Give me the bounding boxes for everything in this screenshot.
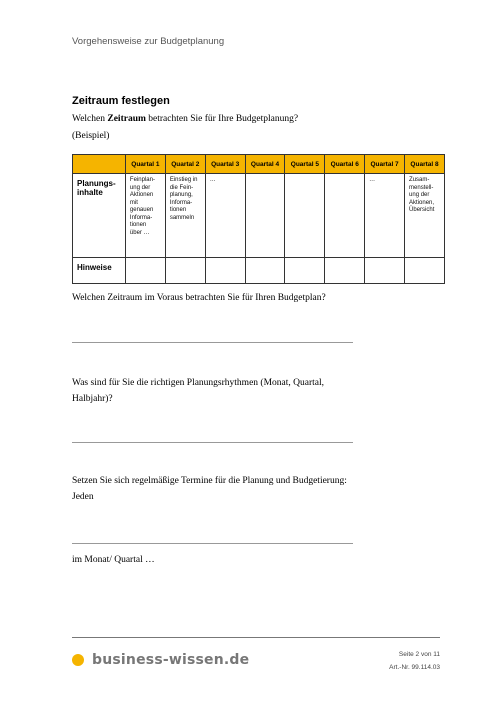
- answer-line[interactable]: [72, 342, 353, 343]
- question-period: [72, 110, 298, 129]
- cell-text-line: Aktionen,: [409, 199, 435, 206]
- cell-text-line: Einstieg in: [169, 177, 198, 183]
- cell-text-line: Informa-: [129, 214, 153, 221]
- cell-text-line: sammeln: [169, 214, 195, 221]
- table-cell: [325, 258, 365, 284]
- brand-logo: [72, 652, 249, 668]
- footer-divider: [72, 637, 440, 638]
- cell-text-line: …: [209, 177, 216, 183]
- table-cell: [205, 174, 245, 258]
- row-label-planning-content: [73, 174, 126, 258]
- table-corner-cell: [73, 155, 126, 174]
- table-cell: [165, 258, 205, 284]
- cell-text-line: tionen: [169, 207, 187, 213]
- cell-text-line: …: [369, 177, 376, 183]
- table-cell: [285, 258, 325, 284]
- question-rhythm-line2: Halbjahr)?: [72, 394, 113, 404]
- quarter-header: Quartal 4: [245, 155, 285, 174]
- table-row-hints: [73, 258, 445, 284]
- table-cell: [285, 174, 325, 258]
- table-cell: [325, 174, 365, 258]
- quarter-header: Quartal 8: [405, 155, 445, 174]
- table-cell: [205, 258, 245, 284]
- table-cell: [365, 258, 405, 284]
- table-cell: [125, 258, 165, 284]
- question-advance-period: Welchen Zeitraum im Voraus betrachten Sie für Ihren Budgetplan?: [72, 293, 326, 303]
- table-row-planning-content: [73, 174, 445, 258]
- document-header: Vorgehensweise zur Budgetplanung: [72, 36, 225, 47]
- table-cell: [165, 174, 205, 258]
- table-header-row: [73, 155, 445, 174]
- cell-text-line: ung der: [409, 192, 430, 198]
- cell-text-line: menstell-: [409, 184, 434, 191]
- row-label-line: inhalte: [77, 188, 103, 197]
- question-dates-line1: Setzen Sie sich regelmäßige Termine für die Planung und Budgetierung:: [72, 476, 347, 486]
- question-text: Welchen: [72, 114, 108, 124]
- question-emphasis: Zeitraum: [107, 114, 146, 124]
- quarter-header: Quartal 1: [125, 155, 165, 174]
- article-number: Art.-Nr. 99.114.03: [389, 664, 440, 671]
- page-info: [389, 648, 440, 674]
- row-label-hints: Hinweise: [73, 258, 126, 284]
- answer-line[interactable]: [72, 442, 353, 443]
- logo-text: business-wissen.de: [92, 652, 250, 668]
- table-cell: [405, 258, 445, 284]
- question-text: betrachten Sie für Ihre Budgetplanung?: [145, 114, 299, 124]
- cell-text-line: planung,: [169, 192, 193, 198]
- quarter-header: Quartal 3: [205, 155, 245, 174]
- example-label: (Beispiel): [72, 131, 110, 141]
- quarter-header: Quartal 5: [285, 155, 325, 174]
- cell-text-line: über …: [129, 229, 150, 236]
- logo-dot-icon: [72, 654, 84, 666]
- table-cell: [245, 258, 285, 284]
- table-cell: [405, 174, 445, 258]
- cell-text-line: Aktionen: [129, 192, 154, 198]
- cell-text-line: Feinplan-: [129, 177, 155, 183]
- cell-text-line: ung der: [129, 184, 151, 191]
- cell-text-line: Informa-: [169, 199, 193, 206]
- cell-text-line: Übersicht: [409, 207, 435, 213]
- table-cell: [365, 174, 405, 258]
- table-cell: [245, 174, 285, 258]
- table-cell: [125, 174, 165, 258]
- question-dates-line3: im Monat/ Quartal …: [72, 555, 155, 565]
- quarter-header: Quartal 2: [165, 155, 205, 174]
- page-number: Seite 2 von 11: [398, 651, 440, 658]
- planning-table: [72, 154, 445, 284]
- question-dates-line2: Jeden: [72, 492, 94, 502]
- row-label-line: Planungs-: [77, 179, 116, 188]
- cell-text-line: Zusam-: [409, 177, 430, 183]
- answer-line[interactable]: [72, 543, 353, 544]
- question-rhythm-line1: Was sind für Sie die richtigen Planungsrhythmen (Monat, Quartal,: [72, 378, 324, 388]
- section-title: Zeitraum festlegen: [72, 95, 170, 107]
- quarter-header: Quartal 7: [365, 155, 405, 174]
- cell-text-line: genauen: [129, 207, 154, 213]
- cell-text-line: mit: [129, 199, 138, 206]
- cell-text-line: die Fein-: [169, 184, 194, 191]
- quarter-header: Quartal 6: [325, 155, 365, 174]
- cell-text-line: tionen: [129, 222, 147, 228]
